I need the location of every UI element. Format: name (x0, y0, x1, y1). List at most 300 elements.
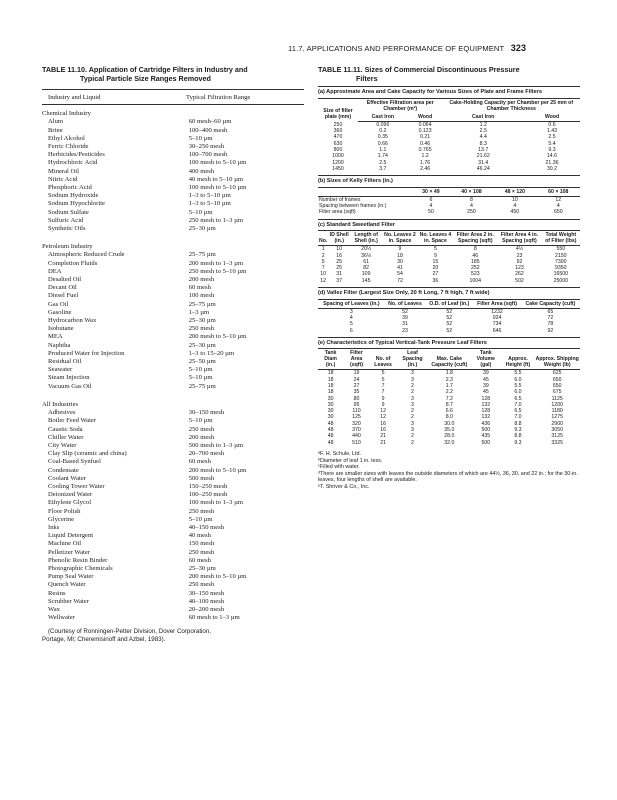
table-cell: 24 (353, 376, 360, 383)
filtration-range: 250 mesh (188, 581, 215, 589)
table-row (42, 325, 304, 333)
column-header: Max. Cake Capacity (cuft) (429, 349, 471, 370)
courtesy-note: (Courtesy of Ronningen-Petter Division, Dover Corporation, Portage, MI; Cheremisinoff and Azbel, 1983). (42, 628, 212, 644)
industry-liquid: Hydrochloric Acid (48, 159, 98, 167)
table-cell: 9.3 (514, 439, 522, 446)
table-cell: 30 (327, 408, 334, 415)
column-header: Length of Shell (in.) (350, 231, 382, 246)
table-row (318, 328, 580, 334)
table-cell: 370 (352, 427, 361, 434)
table-row (318, 121, 580, 128)
table-cell: 1450 (332, 165, 344, 172)
table-cell: 30 (397, 258, 403, 265)
section-b-heading: (b) Sizes of Kelly Filters (in.) (318, 175, 580, 188)
table-cell: 2 (411, 433, 414, 440)
vallez-table (318, 300, 580, 334)
table-cell: 28.0 (444, 433, 455, 440)
table-cell: 500 (481, 439, 491, 446)
table-cell: 8.3 (479, 140, 487, 147)
table-row (42, 606, 304, 614)
table-cell: 1232 (491, 308, 503, 315)
section-e (318, 337, 580, 446)
filtration-range: 250 mesh (188, 425, 215, 433)
table-cell: 0.096 (376, 121, 390, 128)
table-cell: 39 (482, 370, 489, 377)
filtration-range: 200 mesh (188, 276, 215, 284)
industry-liquid: Gasoline (48, 308, 72, 316)
footnote: ᵉT. Shriver & Co., Inc. (318, 483, 370, 490)
table-cell: 5 (434, 246, 437, 253)
industry-liquid: Decant Oil (48, 284, 77, 292)
table-cell: 30 (327, 401, 334, 408)
table-cell: 3.7 (379, 165, 387, 172)
table-cell: 27 (353, 382, 360, 389)
industry-liquid: Isobutane (48, 325, 74, 333)
table-row (42, 309, 304, 317)
industry-group (42, 110, 304, 233)
industry-liquid: Wax (48, 605, 60, 613)
page-number: 323 (510, 43, 527, 53)
table-cell: 0.35 (377, 134, 388, 141)
filtration-range: 500 mesh to 1–3 µm (188, 441, 244, 449)
table-cell: 25 (336, 265, 343, 272)
table-cell: 2150 (555, 252, 567, 259)
industry-group (42, 401, 304, 622)
table-cell: 36 (432, 277, 439, 284)
table-cell: 0.66 (377, 140, 388, 147)
industry-liquid: Inks (48, 523, 60, 531)
industry-liquid: Coolant Water (48, 474, 86, 482)
vertical-tank-table (318, 349, 580, 446)
table-cell: 8.8 (514, 433, 522, 440)
table-cell: 30 (327, 414, 334, 421)
table-cell: 110 (352, 408, 361, 415)
filtration-range: 25–30 µm (188, 225, 216, 233)
table-row (42, 614, 304, 622)
table-row (42, 450, 304, 458)
table-cell: 12 (380, 408, 386, 415)
table-cell: 2 (411, 408, 414, 415)
table-cell: 16 (380, 427, 386, 434)
table-cell: 2 (411, 414, 414, 421)
table-cell: 31 (402, 321, 408, 328)
section-c-heading: (c) Standard Sweetland Filter (318, 219, 580, 232)
table-row (42, 358, 304, 366)
table-cell: 6 (429, 196, 433, 203)
table-cell: 1.1 (379, 146, 387, 153)
table-cell: 3 (411, 401, 414, 408)
filtration-range: 5–10 µm (188, 134, 213, 142)
table-cell: 48 (327, 433, 334, 440)
table-row (42, 276, 304, 284)
table-cell: 46.24 (476, 165, 490, 172)
filtration-range: 20–200 mesh (188, 605, 225, 613)
column-header: O.D. of Leaf (in.) (425, 300, 473, 309)
filtration-range: 25–30 µm (188, 317, 216, 325)
table-row (318, 209, 580, 215)
table-row (42, 366, 304, 374)
table-cell: 1.7 (445, 382, 453, 389)
industry-liquid: Sulfuric Acid (48, 216, 84, 224)
table-cell: 0.21 (420, 134, 431, 141)
industry-groups (42, 110, 304, 622)
table-11-10-title: TABLE 11.10. Application of Cartridge Filters in Industry and Typical Particle Size Ranges Removed (42, 65, 248, 83)
table-cell: 9 (381, 395, 385, 402)
sweetland-table (318, 231, 580, 284)
column-header: Filter Area (sqft) (473, 300, 521, 309)
table-cell: 440 (352, 433, 361, 440)
industry-liquid: Condensate (48, 466, 79, 474)
table-row (42, 217, 304, 225)
table-cell: 9 (398, 246, 402, 253)
table-cell: 35.0 (444, 427, 455, 434)
table-row (42, 135, 304, 143)
table-row (42, 225, 304, 233)
industry-liquid: Residual Oil (48, 358, 82, 366)
table-cell: 12 (320, 277, 327, 284)
table-cell: 3 (349, 308, 353, 315)
table-cell: 4 (556, 203, 560, 210)
table-cell: 9350 (555, 265, 567, 272)
table-cell: 18 (327, 382, 334, 389)
table-cell: 250 (467, 209, 476, 216)
table-row (42, 151, 304, 159)
table-cell: 2900 (551, 420, 563, 427)
industry-liquid: Seawater (48, 366, 73, 374)
table-cell: 20½ (361, 246, 372, 253)
table-cell: 3050 (551, 427, 563, 434)
table-cell: 6.5 (514, 408, 522, 415)
table-cell: 23 (516, 252, 523, 259)
table-cell: 19 (353, 370, 360, 377)
industry-liquid: Pelletizer Water (48, 548, 91, 556)
table-cell: 650 (553, 209, 563, 216)
table-cell: 800 (333, 146, 343, 153)
table-row (42, 442, 304, 450)
table-row (42, 342, 304, 350)
industry-liquid: Glycerine (48, 515, 74, 523)
industry-liquid: Nitric Acid (48, 175, 78, 183)
table-cell: 502 (515, 277, 524, 284)
filtration-range: 100–400 mesh (188, 126, 228, 134)
table-cell: 48 (327, 420, 334, 427)
table-cell: 2.5 (479, 128, 487, 135)
column-header: Cake Capacity (cuft) (521, 300, 580, 309)
column-header: Filter Area (sqft) (343, 349, 370, 370)
table-cell: 145 (361, 277, 371, 284)
table-cell: 734 (492, 321, 502, 328)
table-row (42, 292, 304, 300)
filtration-range: 5–10 µm (188, 366, 213, 374)
table-cell: 650 (552, 376, 562, 383)
table-row (42, 251, 304, 259)
table-row (42, 301, 304, 309)
table-cell: 65 (547, 308, 554, 315)
industry-liquid: Phenolic Resin Binder (48, 556, 108, 564)
table-cell: 7.2 (445, 395, 453, 402)
industry-liquid: Produced Water for Injection (48, 349, 125, 357)
filtration-range: 40 mesh (188, 532, 211, 540)
industry-liquid: Sodium Hypochlorite (48, 200, 105, 208)
table-row (42, 491, 304, 499)
table-cell: 10 (320, 271, 327, 278)
filtration-range: 500 mesh (188, 474, 215, 482)
table-row (42, 284, 304, 292)
table-cell: 2 (321, 252, 325, 259)
table-cell: 92 (547, 327, 554, 334)
table-row (42, 350, 304, 358)
footnote: ᵃF. H. Schule, Ltd. (318, 450, 362, 457)
table-cell: 924 (492, 314, 502, 321)
table-cell: 2 (411, 389, 414, 396)
table-row (42, 159, 304, 167)
filtration-range: 5–10 µm (188, 374, 213, 382)
column-header: No. (318, 231, 328, 246)
table-cell: 650 (552, 382, 562, 389)
table-cell: 123 (515, 265, 524, 272)
table-cell: 1.74 (377, 153, 388, 160)
table-cell: 630 (333, 140, 343, 147)
table-cell: 1180 (551, 408, 563, 415)
table-cell: 52 (402, 308, 408, 315)
filtration-range: 30–150 mesh (188, 589, 225, 597)
filtration-range: 1–3 to 15–20 µm (188, 349, 235, 357)
industry-liquid: Sodium Hydroxide (48, 192, 99, 200)
industry-liquid: Ethyl Alcohol (48, 134, 85, 142)
table-cell: 5 (381, 376, 385, 383)
table-cell: 125 (352, 414, 361, 421)
rule (42, 104, 304, 105)
column-header: Tank Diam (in.) (318, 349, 343, 370)
column-header: Approx. Shipping Weight (lb) (534, 349, 580, 370)
filtration-range: 100 mesh to 5–10 µm (188, 184, 247, 192)
table-row (42, 557, 304, 565)
table-cell: 12 (555, 196, 562, 203)
table-cell: 2.2 (445, 389, 453, 396)
table-cell: 46 (472, 252, 479, 259)
table-cell: 9 (434, 252, 437, 259)
table-row (42, 168, 304, 176)
table-cell: 646 (492, 327, 502, 334)
table-cell: 52 (446, 327, 453, 334)
table-row (42, 317, 304, 325)
table-row (42, 458, 304, 466)
table-cell: 10 (336, 246, 343, 253)
table-row (42, 200, 304, 208)
table-cell: 128 (481, 408, 491, 415)
table-cell: 7 (381, 389, 385, 396)
table-cell: 8.7 (445, 401, 453, 408)
table-row (42, 333, 304, 341)
table-cell: 0.765 (418, 146, 432, 153)
table-row (42, 524, 304, 532)
table-cell: 16 (336, 252, 343, 259)
table-cell: 470 (333, 134, 343, 141)
table-cell: 1.8 (445, 370, 453, 377)
industry-liquid: Gas Oil (48, 300, 69, 308)
table-cell: 5.5 (514, 382, 522, 389)
table-cell: 16500 (553, 271, 568, 278)
table-cell: 6.0 (514, 389, 522, 396)
table-cell: 360 (333, 128, 343, 135)
filtration-range: 250 mesh (188, 325, 215, 333)
industry-liquid: Alum (48, 118, 64, 126)
filtration-range: 5–10 µm (188, 208, 213, 216)
table-cell: 48 (327, 427, 334, 434)
industry-liquid: Atmospheric Reduced Crude (48, 251, 125, 259)
table-row (42, 573, 304, 581)
table-cell: 262 (515, 271, 524, 278)
table-11-11-title: TABLE 11.11. Sizes of Commercial Discontinuous Pressure Filters (318, 65, 520, 83)
table-cell: 31 (336, 271, 343, 278)
industry-liquid: City Water (48, 441, 77, 449)
table-cell: 80 (353, 395, 360, 402)
table-row (42, 383, 304, 391)
industry-group (42, 243, 304, 391)
table-cell: 320 (352, 420, 361, 427)
footnote: ᵇDiameter of leaf 1 in. less. (318, 457, 383, 464)
table-cell: 1275 (551, 414, 563, 421)
table-row (42, 260, 304, 268)
table-cell: 7.0 (514, 401, 522, 408)
filtration-range: 250 mesh to 1–3 µm (188, 216, 244, 224)
filtration-range: 40 mesh to 5–10 µm (188, 175, 244, 183)
column-header: No. of Leaves (385, 300, 426, 309)
table-cell: 52 (446, 321, 453, 328)
group-gap (42, 391, 304, 401)
group-title: Chemical Industry (42, 110, 91, 118)
industry-liquid: Vacuum Gas Oil (48, 382, 92, 390)
table-cell: 15 (432, 258, 439, 265)
table-cell: 21.62 (476, 153, 490, 160)
filtration-range: 1–3 to 5–10 µm (188, 192, 231, 200)
column-header: Leaf Spacing (in.) (396, 349, 428, 370)
column-header: ID Shell (in.) (329, 232, 349, 245)
table-cell: 109 (361, 271, 371, 278)
section-e-heading: (e) Characteristics of Typical Vertical-Tank Pressure Leaf Filters (318, 337, 580, 350)
table-cell: 8.8 (514, 420, 522, 427)
table-cell: 250 (333, 121, 343, 128)
table-cell: 1.2 (479, 121, 487, 128)
filtration-range: 60 mesh (188, 284, 211, 292)
table-cell: 31.4 (478, 159, 489, 166)
table-cell: 9.3 (548, 146, 556, 153)
table-cell: 61 (363, 258, 370, 265)
table-cell: 20 (432, 265, 439, 272)
table-row (42, 540, 304, 548)
table-row (42, 127, 304, 135)
filtration-range: 60 mesh–60 µm (188, 118, 232, 126)
table-cell: 0.123 (418, 128, 432, 135)
table-cell: 7 (381, 382, 385, 389)
table-cell: 185 (470, 258, 480, 265)
group-gap (42, 233, 304, 243)
table-cell: 27 (432, 271, 439, 278)
table-cell: 5 (321, 258, 325, 265)
filtration-range: 60 mesh (188, 458, 211, 466)
table-row (42, 590, 304, 598)
column-header: Approx. Height (ft) (502, 349, 535, 370)
table-row (42, 143, 304, 151)
table-cell: 1.2 (421, 153, 429, 160)
table-row (42, 209, 304, 217)
industry-liquid: Deionized Water (48, 491, 93, 499)
table-cell: 2 (411, 439, 414, 446)
table-cell: 25 (336, 258, 343, 265)
filtration-range: 25–30 µm (188, 564, 216, 572)
table-cell: 2.3 (445, 376, 453, 383)
table-cell: 21.36 (545, 159, 559, 166)
filtration-range: 100–250 mesh (188, 491, 228, 499)
table-cell: 21 (380, 433, 386, 440)
table-cell: 7 (321, 265, 325, 272)
table-cell: 30.0 (444, 420, 455, 427)
table-cell: 21 (380, 439, 386, 446)
industry-liquid: Naphtha (48, 341, 71, 349)
table-cell: 72 (547, 314, 554, 321)
table-cell: 52 (446, 314, 453, 321)
table-row (42, 192, 304, 200)
table-cell: 625 (552, 370, 562, 377)
footnote: ᶜFilled with water. (318, 464, 360, 471)
column-header: Tank Volume (gal) (470, 349, 501, 370)
filtration-range: 150–250 mesh (188, 482, 228, 490)
table-row (42, 532, 304, 540)
column-header: No. Leaves 2 in. Space (384, 232, 416, 245)
industry-liquid: Phosphoric Acid (48, 184, 92, 192)
table-cell: 5 (349, 321, 353, 328)
table-cell: 48 (327, 439, 334, 446)
table-cell: 3 (411, 395, 414, 402)
table-cell: 1004 (469, 277, 482, 284)
industry-liquid: Adhesives (48, 409, 76, 417)
table-cell: 3125 (551, 433, 563, 440)
table-cell: 41 (397, 265, 403, 272)
industry-liquid: Completion Fluids (48, 259, 98, 267)
table-cell: 32.0 (444, 439, 455, 446)
table-row (318, 196, 580, 203)
table-cell: 7.0 (514, 414, 522, 421)
table-cell: 18 (397, 252, 403, 259)
industry-liquid: Chiller Water (48, 433, 84, 441)
table-cell: 3325 (551, 439, 563, 446)
table-row (42, 268, 304, 276)
table-cell: 54 (397, 271, 403, 278)
table-cell: 1 (321, 246, 325, 253)
filtration-range: 60 mesh to 1–3 µm (188, 614, 240, 622)
table-row (42, 417, 304, 425)
filtration-range: 25–30 µm (188, 341, 216, 349)
table-cell: 6.0 (514, 376, 522, 383)
filtration-range: 40–100 mesh (188, 597, 225, 605)
filtration-range: 250 mesh (188, 548, 215, 556)
table-cell: 5.5 (514, 370, 522, 377)
industry-liquid: Desalted Oil (48, 276, 82, 284)
industry-liquid: Machine Oil (48, 540, 82, 548)
table-cell: 36½ (361, 252, 372, 259)
table-cell: 4.4 (479, 134, 487, 141)
table-cell: 92 (516, 258, 523, 265)
table-cell: Filter area (sqft) (319, 209, 356, 216)
table-row (318, 308, 580, 315)
table-row (42, 475, 304, 483)
table-cell: 18 (327, 370, 334, 377)
table-cell: 4½ (515, 246, 524, 253)
group-title: Petroleum Industry (42, 243, 93, 251)
col-industry: Industry and Liquid (48, 94, 101, 102)
table-cell: 3 (411, 376, 414, 383)
table-cell: 2 (411, 382, 414, 389)
